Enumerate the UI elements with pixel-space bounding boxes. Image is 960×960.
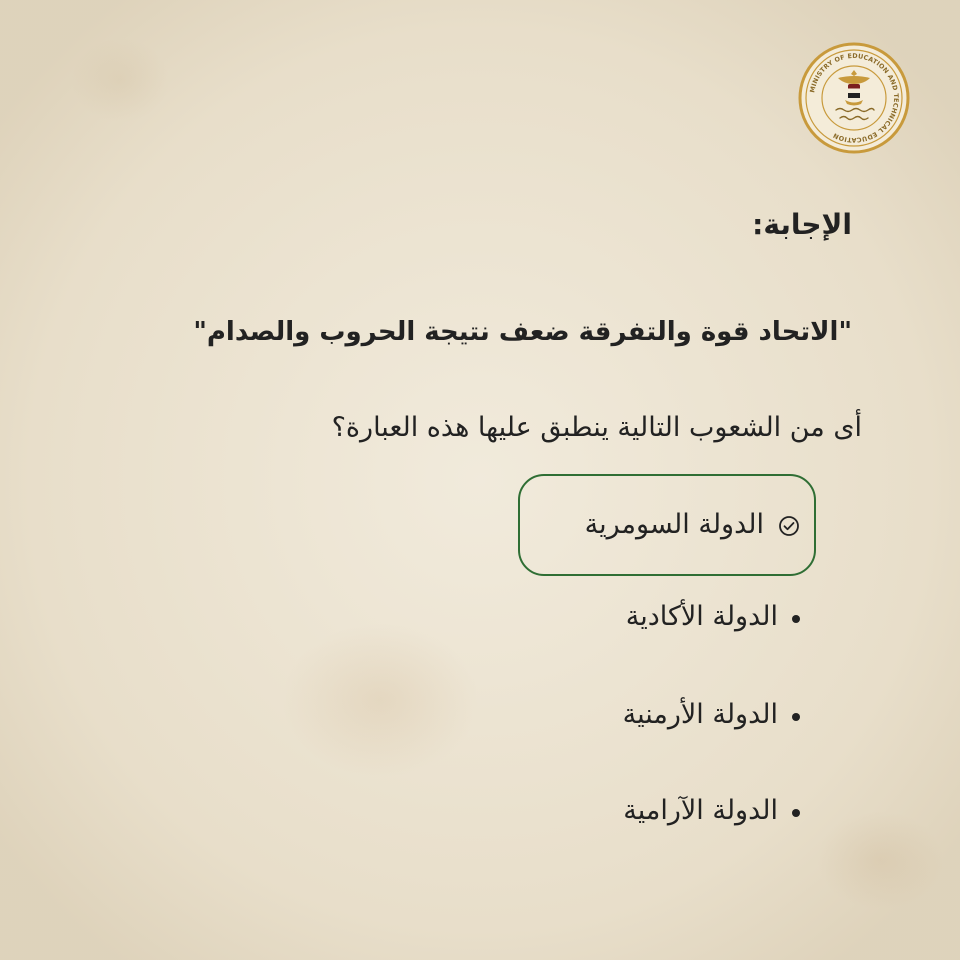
ministry-seal-icon xyxy=(798,42,910,154)
option-akkadian[interactable] xyxy=(626,586,800,646)
bullet-icon xyxy=(792,615,800,623)
check-circle-icon xyxy=(778,515,800,537)
option-label: الدولة الأكادية xyxy=(625,600,778,632)
option-aramaic[interactable] xyxy=(623,780,800,840)
answer-label: الإجابة: xyxy=(752,208,852,241)
statement-quote: "الاتحاد قوة والتفرقة ضعف نتيجة الحروب والصدام" xyxy=(193,317,852,347)
option-armenian[interactable] xyxy=(623,684,800,744)
seal-text: MINISTRY OF EDUCATION AND TECHNICAL EDUCATION xyxy=(808,51,901,145)
question-text: أى من الشعوب التالية ينطبق عليها هذه العبارة؟ xyxy=(331,412,862,443)
option-label: الدولة الأرمنية xyxy=(622,698,778,730)
option-sumerian[interactable] xyxy=(585,494,800,554)
option-label: الدولة السومرية xyxy=(584,508,764,540)
bullet-icon xyxy=(792,809,800,817)
option-label: الدولة الآرامية xyxy=(623,794,778,826)
bullet-icon xyxy=(792,713,800,721)
